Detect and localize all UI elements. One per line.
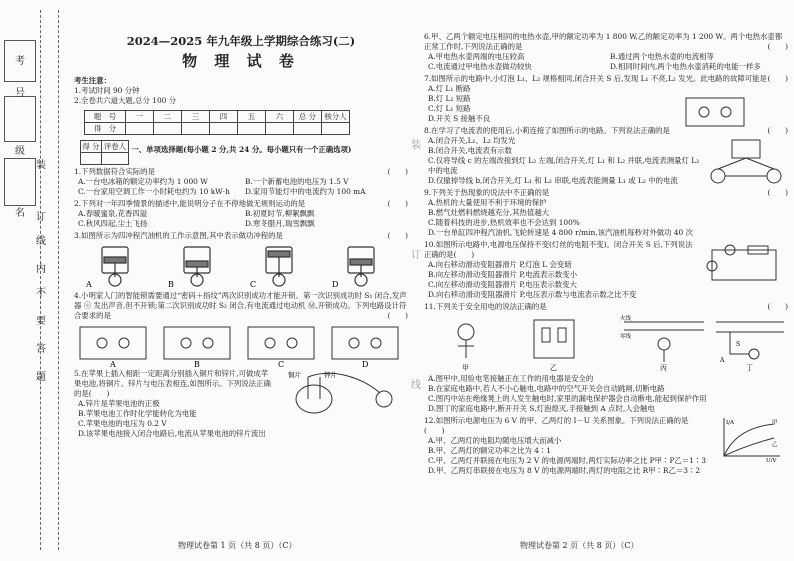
question-stem: 2.下列对一年四季情景的描述中,能说明分子在不停地做无规则运动的是	[74, 199, 306, 208]
figure-label: 乙	[550, 364, 557, 372]
cut-text: 不	[36, 288, 46, 299]
question-7	[424, 74, 788, 124]
option[interactable]: B.灯 L₂ 短路	[428, 94, 471, 103]
answer-blank[interactable]: ( )	[387, 231, 408, 240]
answer-blank[interactable]: ( )	[767, 126, 788, 135]
question-stem: 7.如图所示的电路中,小灯泡 L₁、L₂ 规格相同,闭合开关 S 后,发现 L₁ 不亮,L₂ 发光。此电路的故障可能是	[424, 74, 767, 83]
cut-text: 内	[36, 264, 46, 275]
fold-mark: 订	[411, 250, 421, 261]
score-header: 五	[238, 111, 266, 123]
section-heading: 一、单项选择题(每小题 2 分,共 24 分。每小题只有一个正确选项)	[131, 145, 352, 154]
figure-label: B	[194, 360, 200, 367]
question-11	[424, 302, 788, 414]
question-2	[74, 199, 408, 229]
score-header: 总 分	[294, 111, 322, 123]
binding-margin	[0, 0, 62, 561]
cut-text: 答	[36, 344, 46, 355]
question-stem: 5.在苹果上插入相距一定距离分别插入铜片和锌片,可做成苹果电池,将铜片、锌片与电压表相连,如图所示。下列说法正确的是	[74, 369, 271, 398]
question-8	[424, 126, 788, 186]
switch-label: S	[736, 341, 741, 348]
option[interactable]: B.闭合开关,电流表有示数	[428, 146, 513, 155]
score-header: 四	[210, 111, 238, 123]
curve-label: 甲	[772, 420, 778, 426]
figure-label: B	[168, 280, 174, 289]
option[interactable]: B.在家庭电路中,若人不小心触电,电路中的空气开关会自动跳闸,切断电路	[428, 384, 665, 393]
axis-label: U/V	[766, 458, 777, 462]
q10-rheostat-figure	[704, 244, 784, 288]
score-header: 题 号	[85, 111, 126, 123]
exam-notes	[74, 76, 408, 106]
option[interactable]: C.灯 L₁ 短路	[428, 104, 471, 113]
score-cell[interactable]	[126, 123, 154, 135]
option[interactable]: A.锌片是苹果电池的正极	[78, 399, 160, 408]
cut-line-inner	[58, 10, 59, 550]
option[interactable]: A.向右移动滑动变阻器滑片 P,灯泡 L 会变暗	[428, 260, 572, 269]
cut-line	[40, 10, 41, 550]
page-two	[424, 30, 788, 561]
lock-circuit-figure	[74, 323, 408, 367]
option[interactable]: C.苹果电池的电压为 0.2 V	[78, 419, 167, 428]
answer-blank[interactable]: ( )	[767, 42, 788, 51]
question-stem: 6.甲、乙两个额定电压相同的电热水壶,甲的额定功率为 1 800 W,乙的额定功率为 1 200 W。两个电热水壶都正常工作时,下列说法正确的是	[424, 32, 783, 51]
answer-blank[interactable]: ( )	[88, 389, 110, 398]
score-header: 二	[154, 111, 182, 123]
score-cell[interactable]	[182, 123, 210, 135]
binding-label: 名	[15, 208, 25, 219]
fold-mark: 线	[411, 380, 421, 391]
option[interactable]: D.相同时间内,两个电热水壶消耗的电能一样多	[610, 62, 761, 71]
option[interactable]: C.向左移动滑动变阻器滑片 P,电压表示数变大	[428, 280, 577, 289]
option[interactable]: A.甲、乙两灯的电阻均随电压增大而减小	[428, 436, 562, 445]
option[interactable]: D.图丁的家庭电路中,断开开关 S,灯泡熄灭,手接触到 A 点时,人会触电	[428, 404, 655, 413]
q8-ammeter-figure	[702, 136, 788, 188]
option[interactable]: D.寒冬腊月,瑞雪飘飘	[245, 219, 315, 228]
scorer-cell[interactable]	[81, 153, 102, 165]
cut-text: 装	[36, 160, 46, 171]
question-stem: 4.小明家人门的智能锁需要通过“密码＋指纹”两次识别成功才能开锁。第一次识别成功时 S₁ 闭合,发声器 ⓢ 发出声音,但不开锁;第二次识别成功时 S₂ 闭合,有电流通过电动机 Ⓜ,开锁成功。下列电路设计符合要求的是	[74, 291, 407, 320]
option[interactable]: B.一个新蓄电池的电压为 1.5 V	[245, 177, 349, 186]
name-box	[4, 158, 36, 206]
question-stem: 10.如图所示电路中,电源电压保持不变(灯丝的电阻不变)。闭合开关 S 后,下列说法正确的是	[424, 240, 693, 259]
question-10	[424, 240, 788, 300]
option[interactable]: B.通过两个电热水壶的电流相等	[610, 52, 714, 61]
figure-label: C	[250, 280, 257, 289]
page-footer: 物理试卷第 1 页（共 8 页）（C）	[178, 541, 297, 550]
option[interactable]: A.闭合开关,L₁、L₂ 均发光	[428, 136, 516, 145]
option[interactable]: C.电流通过甲电热水壶做功较快	[428, 62, 532, 71]
scorer-label: 评卷人	[102, 141, 129, 153]
score-row-label: 得 分	[85, 123, 126, 135]
binding-label: 考	[15, 56, 25, 67]
figure-label: A	[86, 280, 92, 289]
axis-label: I/A	[726, 420, 734, 426]
wire-label: 零线	[620, 334, 632, 340]
answer-blank[interactable]: ( )	[767, 188, 788, 197]
option[interactable]: A.春暖蜜泉,花香四溢	[78, 209, 148, 218]
score-header: 核分人	[322, 111, 350, 123]
question-1	[74, 167, 408, 197]
answer-blank[interactable]: ( )	[767, 302, 788, 311]
scorer-cell[interactable]	[102, 153, 129, 165]
score-cell[interactable]	[210, 123, 238, 135]
question-5	[74, 369, 408, 439]
option[interactable]: D.甲、乙两灯串联接在电压为 8 V 的电源两端时,两灯的电阻之比 R甲∶R乙＝3∶2	[428, 466, 701, 475]
option[interactable]: A.热机的大量使用不利于环境的保护	[428, 198, 547, 207]
class-box	[4, 96, 36, 142]
option[interactable]: B.苹果电池工作时化学能转化为电能	[78, 409, 197, 418]
electrode-label: 铜片	[288, 371, 301, 379]
figure-label: D	[332, 280, 339, 289]
figure-label: 甲	[462, 364, 469, 372]
cut-text: 线	[36, 236, 46, 247]
figure-label: D	[362, 360, 369, 367]
fold-mark: 装	[411, 140, 421, 151]
option[interactable]: C.甲、乙两灯并联接在电压为 2 V 的电源两端时,两灯实际功率之比 P甲∶P乙＝1∶3	[428, 456, 706, 465]
score-cell[interactable]	[322, 123, 350, 135]
question-3	[74, 231, 408, 289]
binding-label: 级	[15, 146, 25, 157]
cut-text: 要	[36, 316, 46, 327]
safety-figure	[424, 314, 788, 372]
page-footer: 物理试卷第 2 页（共 8 页）（C）	[520, 541, 639, 550]
curve-label: 乙	[772, 442, 778, 448]
option[interactable]: D.仅撤掉导线 b,闭合开关,灯 L₁ 和 L₂ 串联,电流表能测量 L₁ 或 L₂ 中的电流	[428, 176, 678, 185]
figure-label: C	[278, 360, 285, 367]
question-9	[424, 188, 788, 238]
option[interactable]: B.甲、乙两灯的额定功率之比为 4∶1	[428, 446, 552, 455]
answer-blank[interactable]: ( )	[453, 250, 475, 259]
wire-label: 火线	[620, 316, 632, 322]
option[interactable]: B.初夏时节,柳絮飘飘	[245, 209, 315, 218]
option[interactable]: C.随着科技的进步,热机效率也不会达到 100%	[428, 218, 580, 227]
apple-battery-figure	[284, 369, 404, 417]
option[interactable]: C.仅将导线 c 的左端改接到灯 L₂ 左端,闭合开关,灯 L₁ 和 L₂ 并联,电流表测量灯 L₂ 中的电流	[428, 156, 700, 175]
question-stem: 3.如图所示为四冲程汽油机的工作示意图,其中表示做功冲程的是	[74, 231, 283, 240]
option[interactable]: D.家用节能灯中的电流约为 100 mA	[245, 187, 366, 196]
question-stem: 8.在学习了电流表的使用后,小莉连接了如图所示的电路。下列说法正确的是	[424, 126, 670, 135]
score-header: 三	[182, 111, 210, 123]
subject-title: 物 理 试 卷	[182, 52, 300, 70]
option[interactable]: C.一台家用空调工作一小时耗电约为 10 kW·h	[78, 187, 230, 196]
option[interactable]: A.图甲中,用验电笔接触正在工作的用电器是安全的	[428, 374, 594, 383]
score-header: 六	[266, 111, 294, 123]
note-line: 1.考试时间 90 分钟	[74, 86, 140, 95]
option[interactable]: A.甲电热水壶两端的电压较高	[428, 52, 525, 61]
score-header: 一	[126, 111, 154, 123]
scorer-label: 得 分	[82, 141, 100, 151]
exam-title: 2024—2025 年九年级上学期综合练习(二)	[126, 34, 356, 48]
score-cell[interactable]	[238, 123, 266, 135]
iu-graph-figure	[714, 416, 784, 462]
option[interactable]: D.向右移动滑动变阻器滑片 P,电压表示数与电流表示数之比不变	[428, 290, 637, 299]
question-stem: 9.下列关于热现象的说法中不正确的是	[424, 188, 550, 197]
binding-label: 号	[15, 88, 25, 99]
question-stem: 11.下列关于安全用电的说法正确的是	[424, 302, 547, 311]
question-stem: 12.如图所示电源电压为 6 V 的甲、乙两灯的 I－U 关系图象。下列说法正确的是	[424, 416, 689, 425]
point-label: A	[720, 357, 725, 364]
option[interactable]: A.一台电冰箱的额定功率约为 1 000 W	[78, 177, 208, 186]
cut-text: 订	[36, 212, 46, 223]
score-table	[84, 110, 350, 135]
option[interactable]: D.一台单缸四冲程汽油机,飞轮转速是 4 800 r/min,该汽油机每秒对外做功 40 次	[428, 228, 693, 237]
question-6	[424, 32, 788, 72]
figure-label: 丙	[660, 364, 667, 372]
question-12	[424, 416, 788, 476]
page-one	[74, 0, 408, 561]
option[interactable]: B.燃气灶燃料燃烧越充分,其热值越大	[428, 208, 549, 217]
note-line: 2.全卷共六道大题,总分 100 分	[74, 96, 177, 105]
question-stem: 1.下列数据符合实际的是	[74, 167, 155, 176]
figure-label: 丁	[746, 364, 753, 372]
option[interactable]: C.秋风四起,尘土飞扬	[78, 219, 148, 228]
option[interactable]: D.该苹果电池接入闭合电路后,电流从苹果电池的锌片流出	[78, 429, 266, 438]
electrode-label: 锌片	[324, 371, 337, 379]
figure-label: A	[110, 360, 116, 367]
score-cell[interactable]	[266, 123, 294, 135]
score-cell[interactable]	[294, 123, 322, 135]
option[interactable]: A.灯 L₁ 断路	[428, 84, 471, 93]
engine-stroke-figure	[74, 243, 408, 289]
answer-blank[interactable]: ( )	[767, 74, 788, 83]
answer-blank[interactable]: ( )	[424, 426, 445, 435]
cut-text: 题	[36, 372, 46, 383]
option[interactable]: D.开关 S 接触不良	[428, 114, 491, 123]
notes-heading: 考生注意：	[74, 76, 111, 85]
option[interactable]: C.图丙中站在绝缘凳上的人发生触电时,家里的漏电保护器会自动断电,能起到保护作用	[428, 394, 707, 403]
answer-blank[interactable]: ( )	[387, 167, 408, 176]
question-4	[74, 291, 408, 367]
score-cell[interactable]	[154, 123, 182, 135]
option[interactable]: B.向左移动滑动变阻器滑片 P,电流表示数变小	[428, 270, 577, 279]
answer-blank[interactable]: ( )	[387, 199, 408, 208]
scorer-box	[80, 140, 129, 165]
answer-blank[interactable]: ( )	[387, 311, 408, 320]
